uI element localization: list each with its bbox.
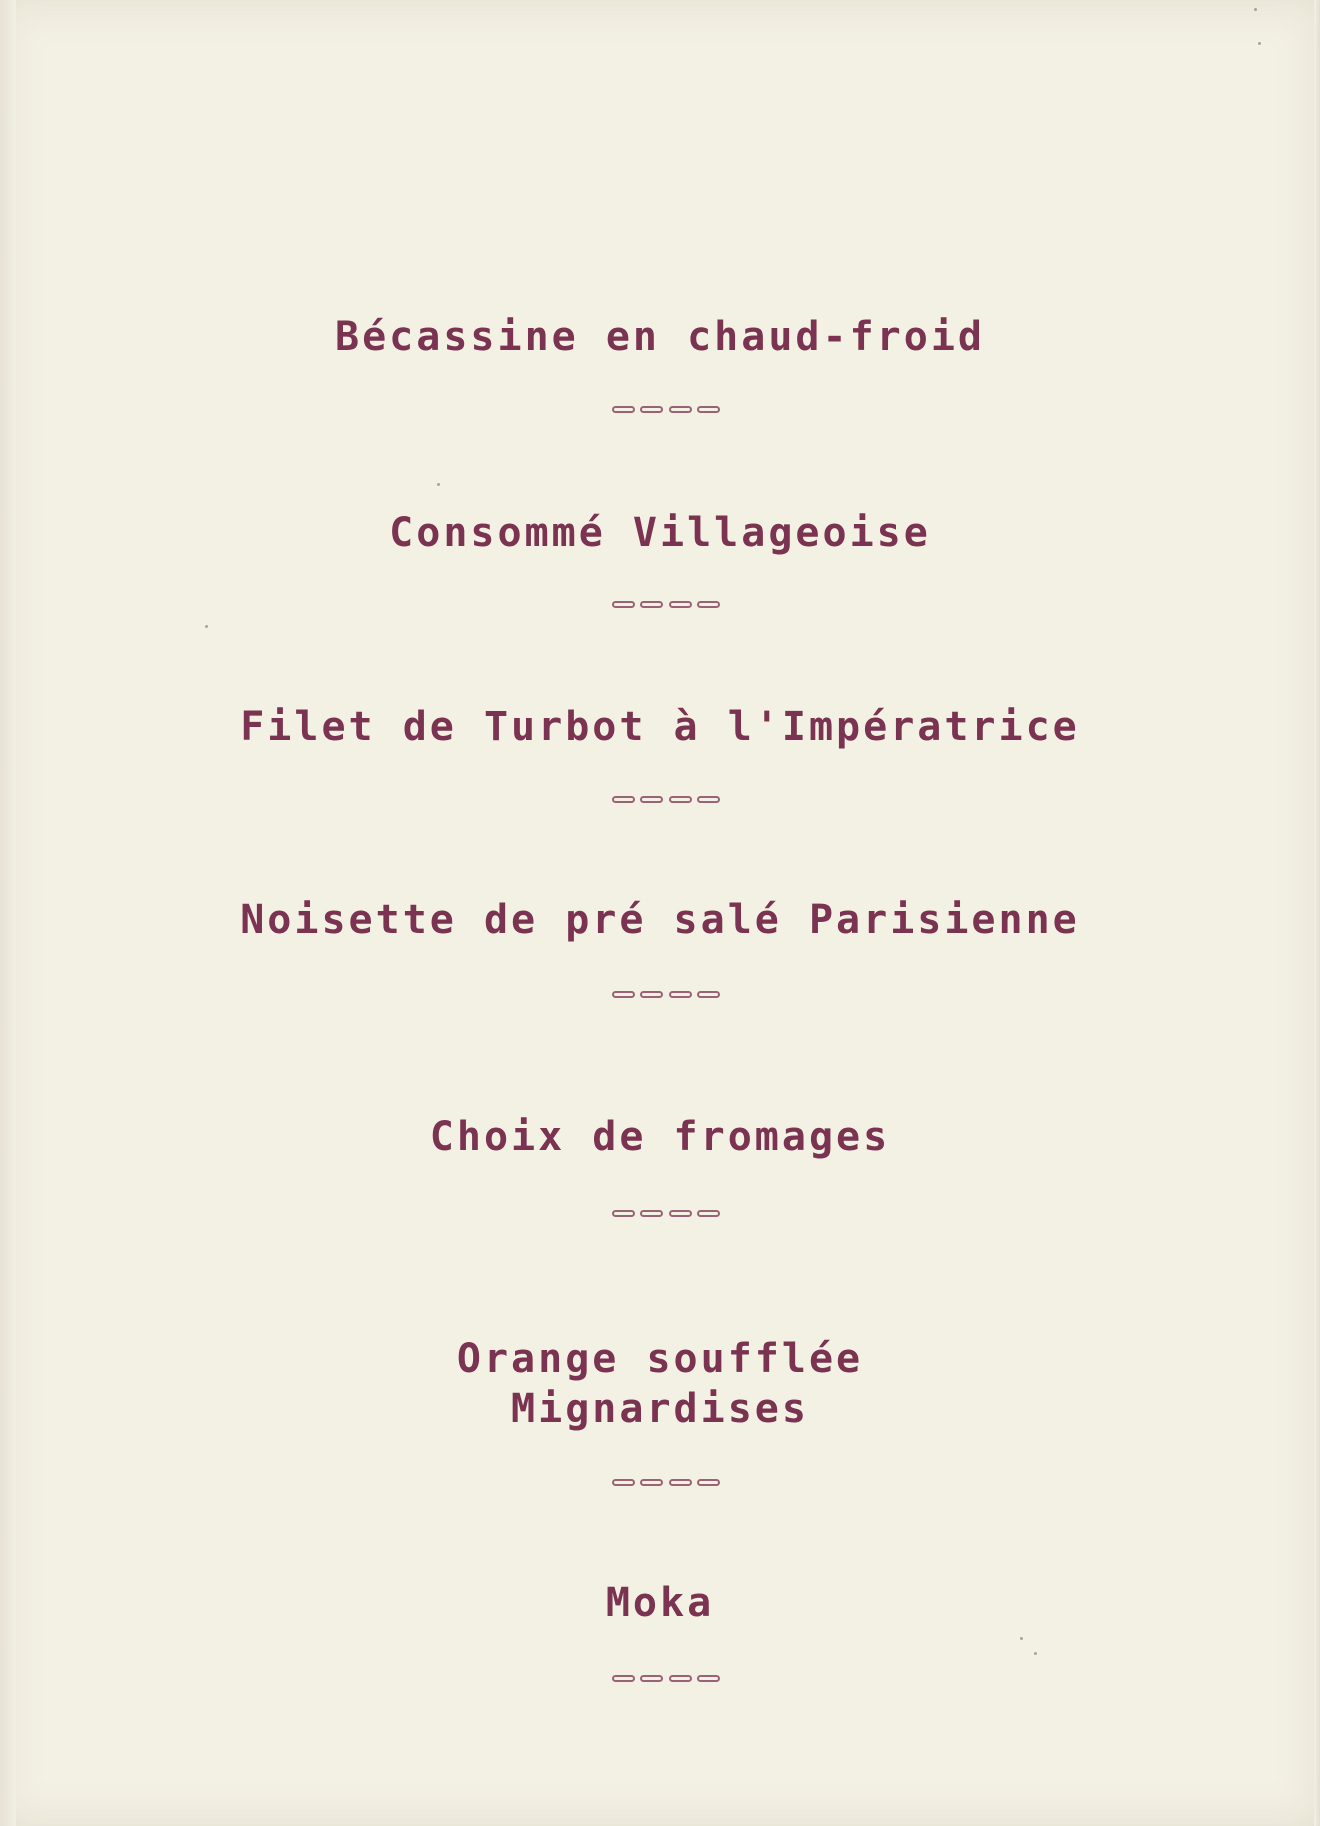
course-consomme: Consommé Villageoise [389, 510, 931, 556]
dash [612, 406, 635, 413]
paper-speck [205, 625, 208, 628]
dash [697, 1210, 720, 1217]
dash [640, 1479, 663, 1486]
dash [697, 1479, 720, 1486]
dash [669, 1479, 692, 1486]
dash [697, 1675, 720, 1682]
paper-speck [1020, 1637, 1023, 1640]
course-turbot: Filet de Turbot à l'Impératrice [240, 704, 1080, 750]
course-mignardises: Mignardises [511, 1386, 809, 1432]
dash [612, 796, 635, 803]
separator [612, 403, 720, 415]
dash [697, 991, 720, 998]
paper-speck [1034, 1652, 1037, 1655]
dash [640, 406, 663, 413]
dash [640, 991, 663, 998]
dash [669, 796, 692, 803]
separator [612, 988, 720, 1000]
dash [640, 1210, 663, 1217]
separator [612, 1672, 720, 1684]
dash [612, 1675, 635, 1682]
separator [612, 1476, 720, 1488]
paper-speck [1258, 42, 1261, 45]
course-moka: Moka [605, 1580, 715, 1626]
dash [640, 601, 663, 608]
course-fromages: Choix de fromages [429, 1114, 891, 1160]
dash [697, 601, 720, 608]
paper-speck [437, 483, 440, 486]
dash [669, 1675, 692, 1682]
separator [612, 793, 720, 805]
course-becassine: Bécassine en chaud-froid [335, 314, 985, 360]
dash [640, 796, 663, 803]
course-noisette: Noisette de pré salé Parisienne [240, 897, 1080, 943]
dash [612, 1210, 635, 1217]
dash [669, 601, 692, 608]
dash [640, 1675, 663, 1682]
dash [697, 406, 720, 413]
dash [612, 1479, 635, 1486]
dash [697, 796, 720, 803]
dash [669, 1210, 692, 1217]
dash [669, 991, 692, 998]
separator [612, 1207, 720, 1219]
separator [612, 598, 720, 610]
dash [612, 601, 635, 608]
dash [612, 991, 635, 998]
dash [669, 406, 692, 413]
course-orange-soufflee: Orange soufflée [456, 1336, 864, 1382]
paper-speck [1254, 8, 1257, 11]
